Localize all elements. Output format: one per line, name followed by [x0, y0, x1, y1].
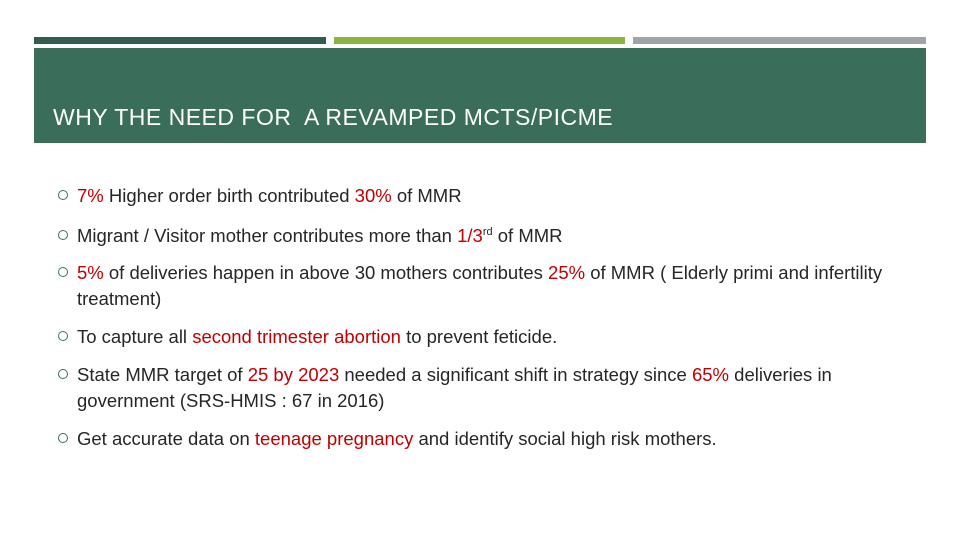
- bullet-item: Migrant / Visitor mother contributes more than 1/3rd of MMR: [58, 223, 918, 249]
- slide-title: WHY THE NEED FOR A REVAMPED MCTS/PICME: [53, 104, 614, 130]
- header-stripe-gray: [633, 37, 926, 44]
- bullet-item: State MMR target of 25 by 2023 needed a significant shift in strategy since 65% deliveries in government (SRS-HMIS : 67 in 2016): [58, 362, 918, 414]
- bullet-item: To capture all second trimester abortion to prevent feticide.: [58, 324, 918, 350]
- title-band: [34, 48, 926, 143]
- bullet-item: 7% Higher order birth contributed 30% of MMR: [58, 183, 918, 209]
- circle-bullet-icon: [58, 230, 68, 240]
- header-stripe-dark: [34, 37, 326, 44]
- circle-bullet-icon: [58, 331, 68, 341]
- circle-bullet-icon: [58, 267, 68, 277]
- circle-bullet-icon: [58, 190, 68, 200]
- circle-bullet-icon: [58, 433, 68, 443]
- bullet-item: 5% of deliveries happen in above 30 mothers contributes 25% of MMR ( Elderly primi and infertility treatment): [58, 260, 918, 312]
- header-stripe-green: [334, 37, 625, 44]
- circle-bullet-icon: [58, 369, 68, 379]
- bullet-item: Get accurate data on teenage pregnancy and identify social high risk mothers.: [58, 426, 918, 452]
